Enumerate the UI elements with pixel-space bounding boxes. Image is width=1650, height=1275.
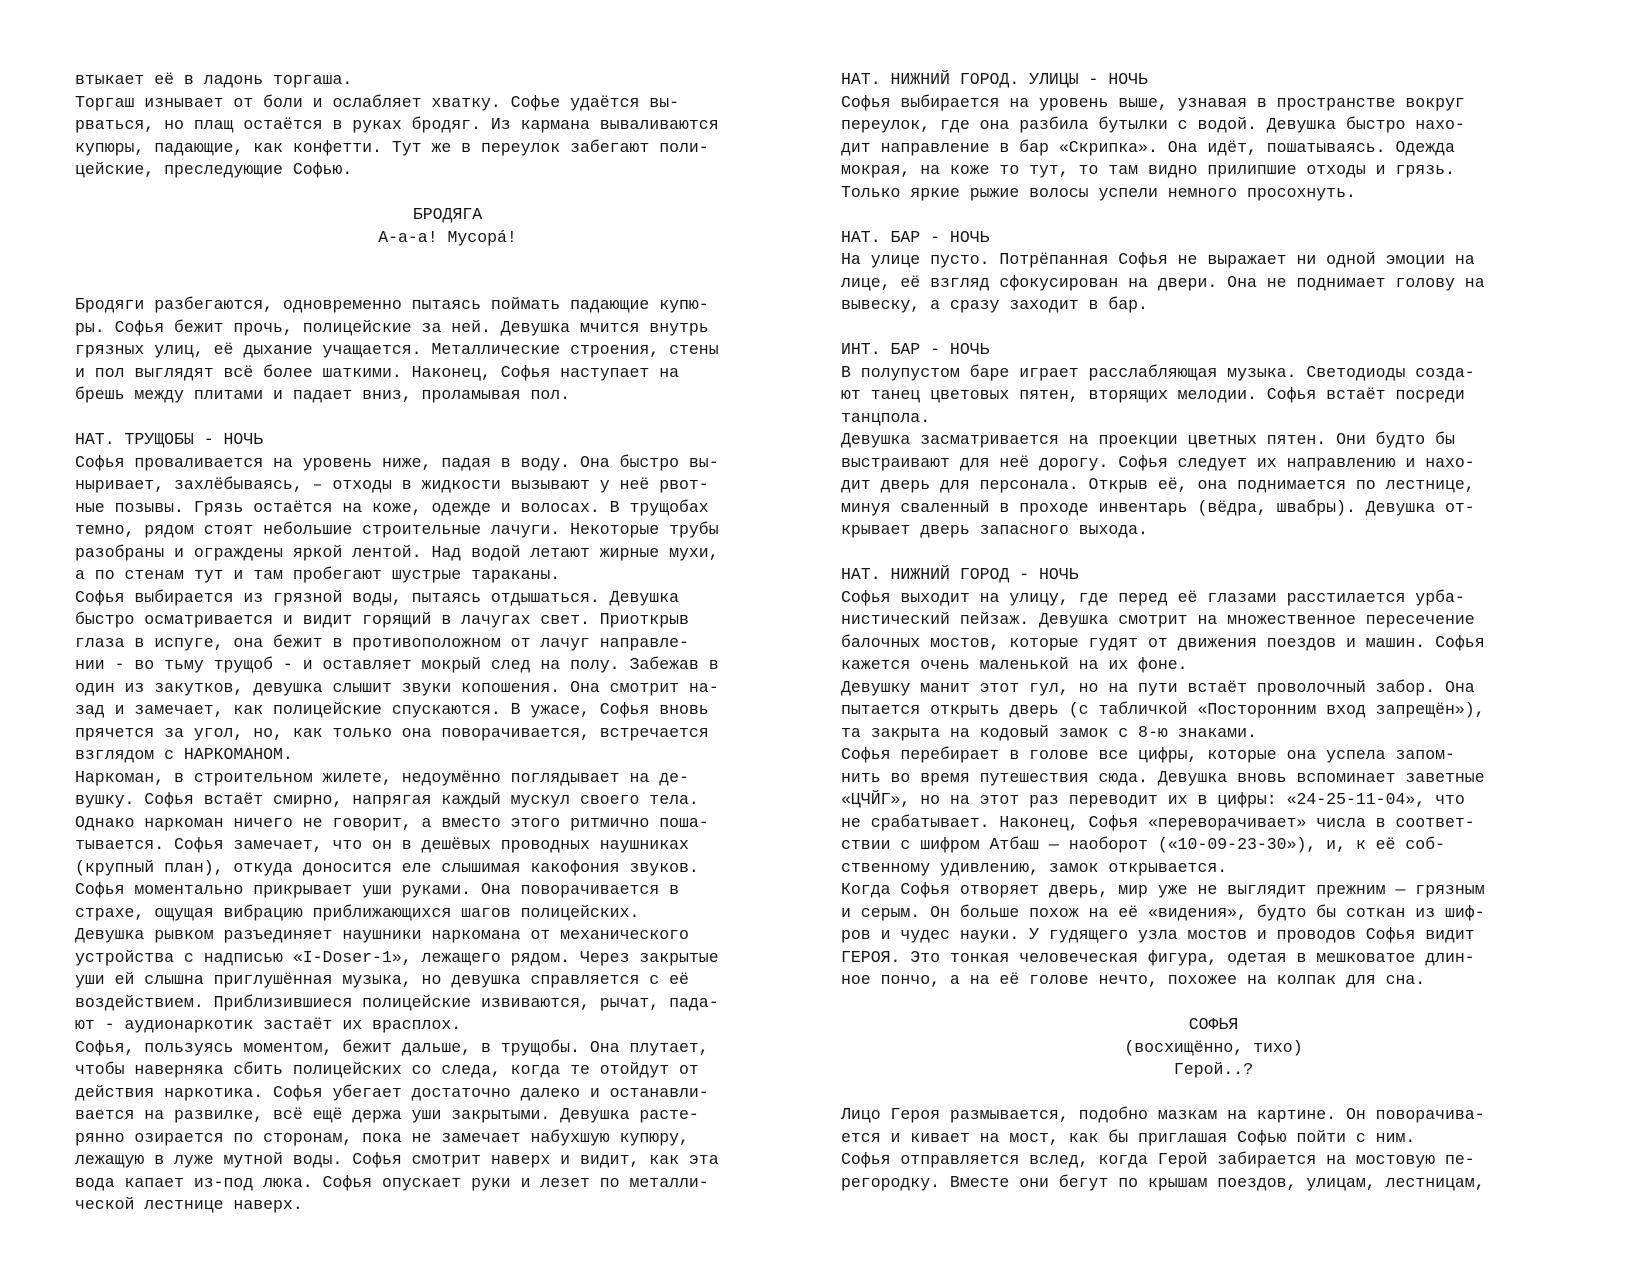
character-name: СОФЬЯ xyxy=(1188,1015,1239,1034)
text-line: рваться, но плащ остаётся в руках бродяг. Из кармана вываливаются xyxy=(75,115,719,134)
text-line: действия наркотика. Софья убегает достаточно далеко и останавли- xyxy=(75,1082,709,1102)
action-block xyxy=(75,69,820,182)
text-line: мокрая, на коже то тут, то там видно прилипшие отходы и грязь. xyxy=(841,160,1455,179)
action-block xyxy=(841,587,1586,992)
text-line: лице, её взгляд сфокусирован на двери. Она не поднимает голову на xyxy=(841,272,1485,292)
text-line: темно, рядом стоят небольшие строительные лачуги. Некоторые трубы xyxy=(75,520,719,539)
text-line: уши ей слышна приглушённая музыка, но девушка справляется с её xyxy=(75,970,689,989)
right-page xyxy=(841,69,1586,1194)
text-line: крывает дверь запасного выхода. xyxy=(841,520,1148,539)
scene-heading: НАТ. НИЖНИЙ ГОРОД. УЛИЦЫ - НОЧЬ xyxy=(841,70,1148,89)
text-line: ют - аудионаркотик застаёт их врасплох. xyxy=(75,1015,462,1034)
text-line: ственному удивлению, замок открывается. xyxy=(841,857,1228,877)
action-block xyxy=(841,249,1586,317)
text-line: ется и кивает на мост, как бы приглашая Софью пойти с ним. xyxy=(841,1127,1416,1147)
action-block xyxy=(841,1104,1586,1194)
scene-heading: ИНТ. БАР - НОЧЬ xyxy=(841,340,990,359)
text-line: и серым. Он больше похож на её «видения», будто бы соткан из шиф- xyxy=(841,902,1485,922)
text-line: брешь между плитами и падает вниз, проламывая пол. xyxy=(75,385,571,404)
text-line: глаза в испуге, она бежит в противоположном от лачуг направле- xyxy=(75,632,689,652)
text-line: ное пончо, а на её голове нечто, похожее на колпак для сна. xyxy=(841,970,1426,989)
action-block xyxy=(841,362,1586,542)
text-line: быстро осматривается и видит горящий в лачугах свет. Приоткрыв xyxy=(75,610,689,629)
text-line: Софья моментально прикрывает уши руками. Она поворачивается в xyxy=(75,880,679,899)
text-line: ныривает, захлёбываясь, – отходы в жидкости вызывают у неё рвот- xyxy=(75,475,709,494)
dialogue-line: Герой..? xyxy=(1173,1060,1254,1079)
text-line: вается на развилке, всё ещё держа уши закрытыми. Девушка расте- xyxy=(75,1105,699,1124)
text-line: ческой лестнице наверх. xyxy=(75,1195,303,1214)
text-line: ные позывы. Грязь остаётся на коже, одежде и волосах. В трущобах xyxy=(75,497,709,517)
text-line: Девушку манит этот гул, но на пути встаёт проволочный забор. Она xyxy=(841,677,1475,697)
text-line: воздействием. Приблизившиеся полицейские извиваются, рычат, пада- xyxy=(75,992,719,1012)
text-line: кажется очень маленькой на их фоне. xyxy=(841,655,1188,674)
text-line: Софья перебирает в голове все цифры, которые она успела запом- xyxy=(841,745,1455,764)
text-line: ствии с шифром Атбаш — наоборот («10-09-23-30»), и, к её соб- xyxy=(841,835,1445,854)
text-line: взглядом с НАРКОМАНОМ. xyxy=(75,745,293,764)
text-line: «ЦЧЙГ», но на этот раз переводит их в цифры: «24-25-11-04», что xyxy=(841,790,1465,809)
text-line: Когда Софья отворяет дверь, мир уже не выглядит прежним — грязным xyxy=(841,880,1485,899)
text-line: Торгаш изнывает от боли и ослабляет хватку. Софье удаётся вы- xyxy=(75,92,679,112)
text-line: балочных мостов, которые гудят от движения поездов и машин. Софья xyxy=(841,632,1485,652)
text-line: грязных улиц, её дыхание учащается. Металлические строения, стены xyxy=(75,340,719,359)
text-line: нить во время путешествия сюда. Девушка вновь вспоминает заветные xyxy=(841,767,1485,787)
text-line: Девушка засматривается на проекции цветных пятен. Они будто бы xyxy=(841,430,1455,449)
text-line: На улице пусто. Потрёпанная Софья не выражает ни одной эмоции на xyxy=(841,250,1475,269)
text-line: (крупный план), откуда доносится еле слышимая какофония звуков. xyxy=(75,857,699,877)
text-line: Софья, пользуясь моментом, бежит дальше, в трущобы. Она плутает, xyxy=(75,1037,709,1057)
text-line: вушку. Софья встаёт смирно, напрягая каждый мускул своего тела. xyxy=(75,790,699,809)
text-line: рянно озирается по сторонам, пока не замечает набухшую купюру, xyxy=(75,1127,689,1147)
scene-heading: НАТ. ТРУЩОБЫ - НОЧЬ xyxy=(75,430,264,449)
text-line: Софья выбирается на уровень выше, узнавая в пространстве вокруг xyxy=(841,92,1465,112)
text-line: В полупустом баре играет расслабляющая музыка. Светодиоды созда- xyxy=(841,362,1475,382)
text-line: Только яркие рыжие волосы успели немного просохнуть. xyxy=(841,182,1356,202)
text-line: выстраивают для неё дорогу. Софья следует их направлению и нахо- xyxy=(841,452,1475,472)
text-line: а по стенам тут и там пробегают шустрые тараканы. xyxy=(75,565,561,584)
text-line: цейские, преследующие Софью. xyxy=(75,160,353,179)
text-line: Девушка рывком разъединяет наушники наркомана от механического xyxy=(75,925,689,944)
text-line: и пол выглядят всё более шаткими. Наконец, Софья наступает на xyxy=(75,362,679,382)
text-line: ры. Софья бежит прочь, полицейские за ней. Девушка мчится внутрь xyxy=(75,317,709,337)
text-line: не срабатывает. Наконец, Софья «переворачивает» числа в соответ- xyxy=(841,812,1475,832)
text-line: регородку. Вместе они бегут по крышам поездов, улицам, лестницам, xyxy=(841,1172,1485,1192)
parenthetical: (восхищённо, тихо) xyxy=(1124,1037,1303,1057)
text-line: ров и чудес науки. У гудящего узла мостов и проводов Софья видит xyxy=(841,925,1475,944)
text-line: ют танец цветовых пятен, вторящих мелодии. Софья встаёт посреди xyxy=(841,385,1465,404)
text-line: лежащую в луже мутной воды. Софья смотрит наверх и видит, как эта xyxy=(75,1150,719,1169)
text-line: Софья проваливается на уровень ниже, падая в воду. Она быстро вы- xyxy=(75,452,719,472)
text-line: вода капает из-под люка. Софья опускает руки и лезет по металли- xyxy=(75,1172,709,1192)
text-line: нии - во тьму трущоб - и оставляет мокрый след на полу. Забежав в xyxy=(75,655,719,674)
text-line: втыкает её в ладонь торгаша. xyxy=(75,70,353,89)
scene-heading: НАТ. НИЖНИЙ ГОРОД - НОЧЬ xyxy=(841,565,1079,584)
text-line: страхе, ощущая вибрацию приближающихся шагов полицейских. xyxy=(75,902,640,922)
text-line: дит дверь для персонала. Открыв её, она поднимается по лестнице, xyxy=(841,475,1475,494)
text-line: чтобы наверняка сбить полицейских со следа, когда те отойдут от xyxy=(75,1060,699,1079)
text-line: Софья выбирается из грязной воды, пытаясь отдышаться. Девушка xyxy=(75,587,679,607)
character-name: БРОДЯГА xyxy=(412,205,483,224)
text-line: Наркоман, в строительном жилете, недоумённо поглядывает на де- xyxy=(75,767,689,787)
action-block xyxy=(75,294,820,407)
left-page xyxy=(75,69,820,1217)
text-line: минуя сваленный в проходе инвентарь (вёдра, швабры). Девушка от- xyxy=(841,497,1475,517)
text-line: ГЕРОЯ. Это тонкая человеческая фигура, одетая в мешковатое длин- xyxy=(841,947,1475,967)
text-line: танцпола. xyxy=(841,407,931,427)
dialogue-line: А-а-а! Мусорá! xyxy=(378,227,517,247)
text-line: Лицо Героя размывается, подобно мазкам на картине. Он поворачива- xyxy=(841,1105,1485,1124)
text-line: пытается открыть дверь (с табличкой «Посторонним вход запрещён»), xyxy=(841,700,1485,719)
action-block xyxy=(75,452,820,1217)
text-line: Софья отправляется вслед, когда Герой забирается на мостовую пе- xyxy=(841,1150,1475,1169)
text-line: дит направление в бар «Скрипка». Она идёт, пошатываясь. Одежда xyxy=(841,137,1455,157)
text-line: разобраны и ограждены яркой лентой. Над водой летают жирные мухи, xyxy=(75,542,719,562)
text-line: нистический пейзаж. Девушка смотрит на множественное пересечение xyxy=(841,610,1475,629)
action-block xyxy=(841,92,1586,205)
text-line: переулок, где она разбила бутылки с водой. Девушка быстро нахо- xyxy=(841,115,1465,134)
text-line: Софья выходит на улицу, где перед её глазами расстилается урба- xyxy=(841,587,1465,607)
text-line: купюры, падающие, как конфетти. Тут же в переулок забегают поли- xyxy=(75,137,709,157)
text-line: зад и замечает, как полицейские спускаются. В ужасе, Софья вновь xyxy=(75,700,709,719)
text-line: Бродяги разбегаются, одновременно пытаясь поймать падающие купю- xyxy=(75,295,709,314)
text-line: прячется за угол, но, как только она поворачивается, встречается xyxy=(75,722,709,742)
scene-heading: НАТ. БАР - НОЧЬ xyxy=(841,227,990,247)
text-line: один из закутков, девушка слышит звуки копошения. Она смотрит на- xyxy=(75,677,719,697)
text-line: устройства с надписью «I-Doser-1», лежащего рядом. Через закрытые xyxy=(75,947,719,967)
text-line: Однако наркоман ничего не говорит, а вместо этого ритмично поша- xyxy=(75,812,709,832)
text-line: та закрыта на кодовый замок с 8-ю знаками. xyxy=(841,722,1257,742)
text-line: тывается. Софья замечает, что он в дешёвых проводных наушниках xyxy=(75,835,689,854)
text-line: вывеску, а сразу заходит в бар. xyxy=(841,295,1148,314)
